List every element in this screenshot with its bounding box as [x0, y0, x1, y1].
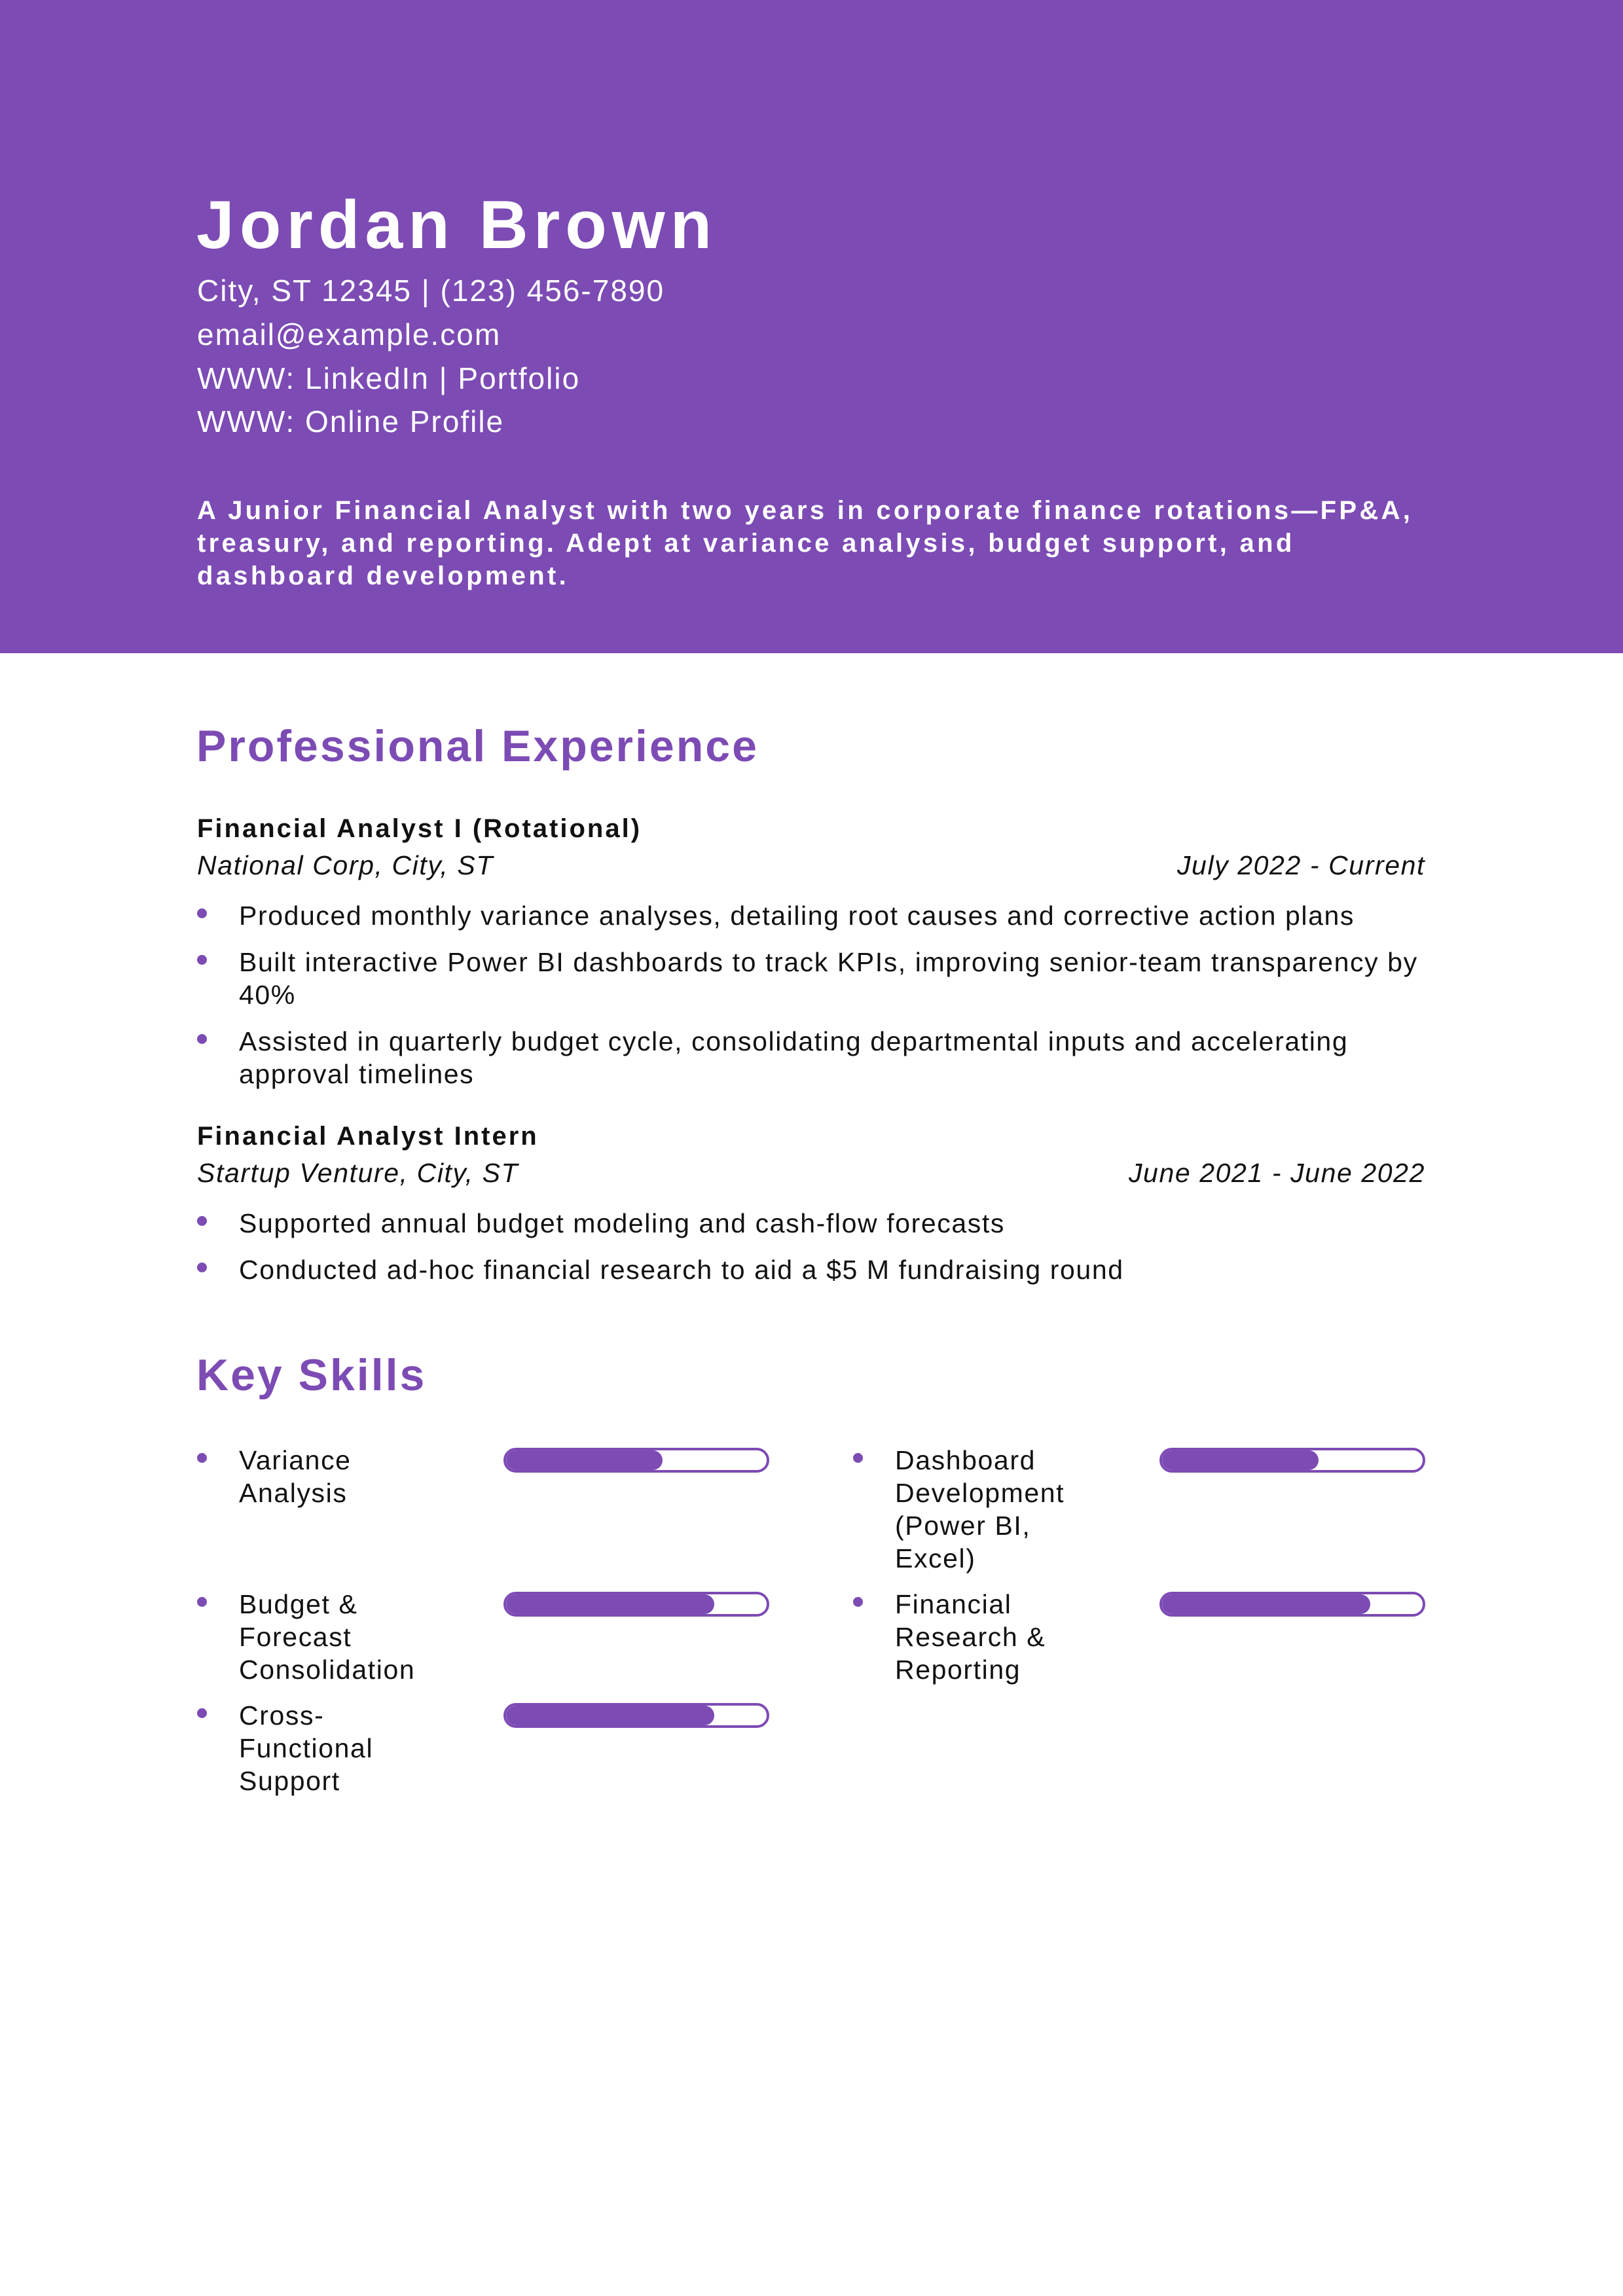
job-title: Financial Analyst I (Rotational) [197, 814, 642, 843]
skill-level-fill [1162, 1594, 1370, 1614]
job-company: Startup Venture, City, ST [197, 1158, 519, 1188]
bullet-dot-icon [197, 1453, 207, 1463]
bullet-text: Produced monthly variance analyses, detailing root causes and corrective action plans [239, 901, 1355, 931]
bullet-text: Supported annual budget modeling and cash-flow forecasts [239, 1208, 1005, 1238]
skill-level-bar [1159, 1592, 1425, 1617]
header-banner [0, 0, 1623, 653]
candidate-name: Jordan Brown [196, 187, 718, 263]
bullet-text: Conducted ad-hoc financial research to aid a $5 M fundraising round [239, 1255, 1124, 1285]
contact-email: email@example.com [197, 317, 501, 351]
skill-level-bar [503, 1592, 769, 1617]
bullet-dot-icon [197, 955, 207, 965]
skill-level-fill [506, 1706, 714, 1725]
contact-online-profile: WWW: Online Profile [197, 404, 505, 439]
skill-level-fill [1162, 1450, 1319, 1470]
skill-level-bar [503, 1703, 769, 1728]
skill-name: Budget & Forecast Consolidation [239, 1589, 416, 1685]
job-title: Financial Analyst Intern [197, 1122, 539, 1151]
skill-level-bar [503, 1448, 769, 1473]
job-dates: June 2021 - June 2022 [1128, 1158, 1425, 1188]
experience-heading: Professional Experience [196, 721, 759, 771]
skill-name: Cross-Functional Support [239, 1700, 374, 1796]
skill-level-fill [506, 1450, 663, 1470]
skills-heading: Key Skills [196, 1350, 427, 1400]
bullet-dot-icon [197, 908, 207, 918]
professional-summary: A Junior Financial Analyst with two years in corporate finance rotations—FP&A, treasury, and reporting. Adept at variance analysis, budget support, and dashboard development. [197, 496, 1413, 590]
job-company: National Corp, City, ST [197, 850, 494, 880]
bullet-dot-icon [197, 1034, 207, 1044]
bullet-text: Built interactive Power BI dashboards to track KPIs, improving senior-team transparency by 40% [239, 947, 1418, 1010]
contact-address-phone: City, ST 12345 | (123) 456-7890 [197, 274, 665, 308]
skill-name: Dashboard Development (Power BI, Excel) [895, 1445, 1065, 1573]
bullet-dot-icon [853, 1597, 863, 1607]
skill-name: Financial Research & Reporting [895, 1589, 1046, 1685]
skill-level-bar [1159, 1448, 1425, 1473]
contact-links: WWW: LinkedIn | Portfolio [197, 361, 581, 395]
bullet-dot-icon [853, 1453, 863, 1463]
job-dates: July 2022 - Current [1176, 850, 1425, 880]
bullet-dot-icon [197, 1708, 207, 1718]
bullet-dot-icon [197, 1597, 207, 1607]
skill-name: Variance Analysis [239, 1445, 352, 1508]
bullet-dot-icon [197, 1263, 207, 1272]
skill-level-fill [506, 1594, 714, 1614]
bullet-text: Assisted in quarterly budget cycle, consolidating departmental inputs and accelerating approval timelines [239, 1026, 1349, 1089]
bullet-dot-icon [197, 1216, 207, 1226]
